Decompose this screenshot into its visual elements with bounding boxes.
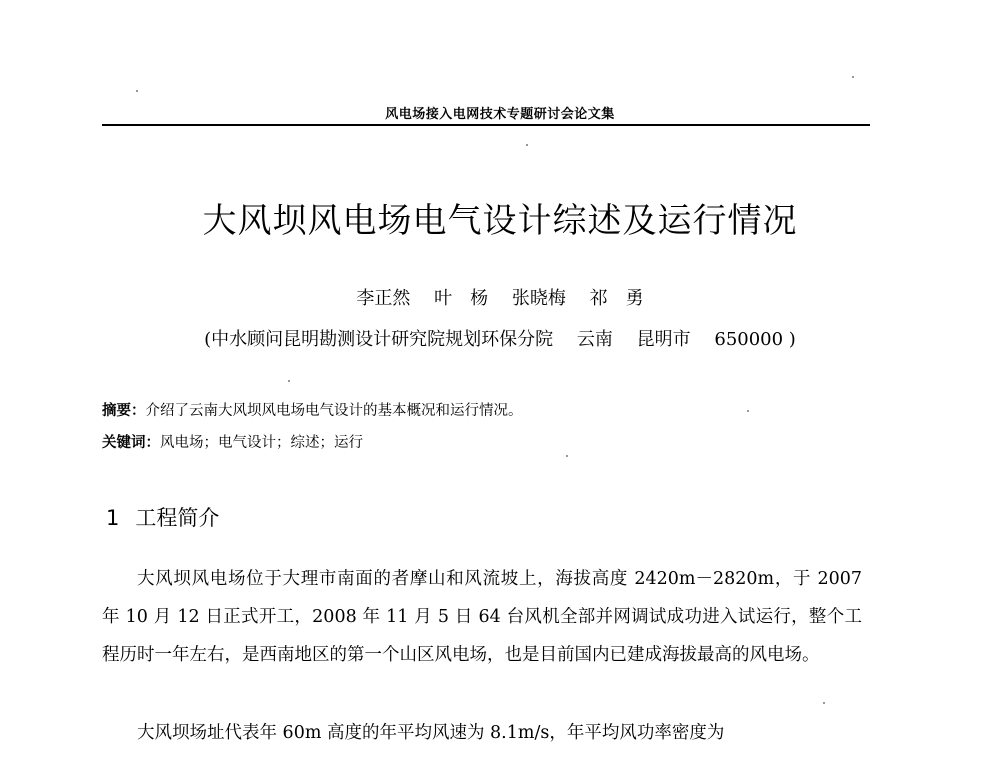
section-title: 工程简介 xyxy=(135,506,220,530)
paper-title: 大风坝风电场电气设计综述及运行情况 xyxy=(202,201,798,241)
scan-speck xyxy=(823,702,825,704)
abstract-label: 摘要： xyxy=(102,402,146,419)
author-name: 叶 杨 xyxy=(434,288,489,309)
abstract xyxy=(102,400,523,422)
scan-speck xyxy=(136,90,138,92)
scan-speck xyxy=(747,410,749,412)
author-list xyxy=(0,286,1000,312)
scan-speck xyxy=(526,144,528,146)
section-heading xyxy=(106,503,219,533)
keywords xyxy=(102,432,363,454)
author-affiliation xyxy=(0,326,1000,354)
scan-speck xyxy=(288,380,290,382)
keywords-label: 关键词： xyxy=(102,434,160,451)
section-number: 1 xyxy=(106,506,120,530)
scan-speck xyxy=(566,455,568,457)
author-name: 李正然 xyxy=(356,288,411,309)
abstract-text: 介绍了云南大风坝风电场电气设计的基本概况和运行情况。 xyxy=(145,403,523,419)
affiliation-province: 云南 xyxy=(576,329,613,350)
header-divider xyxy=(102,124,870,126)
body-paragraph: 大风坝场址代表年 60m 高度的年平均风速为 8.1m/s，年平均风功率密度为 xyxy=(137,723,725,743)
keywords-text: 风电场；电气设计；综述；运行 xyxy=(160,435,363,451)
author-name: 祁 勇 xyxy=(589,288,644,309)
body-paragraph: 大风坝风电场位于大理市南面的者摩山和风流坡上，海拔高度 2420m－2820m，于 2007 年 10 月 12 日正式开工，2008 年 11 月 5 日 64 台风机全部并网调试成功进入试运行，整个工程历时一年左右，是西南地区的第一个山区风电场，也是目前国内已建成海拔最高的风电场。 xyxy=(102,569,862,665)
affiliation-city: 昆明市 xyxy=(636,329,691,350)
running-header: 风电场接入电网技术专题研讨会论文集 xyxy=(385,107,615,122)
affiliation-postcode: 650000 ) xyxy=(714,329,796,350)
affiliation-institute: (中水顾问昆明勘测设计研究院规划环保分院 xyxy=(204,329,554,350)
author-name: 张晓梅 xyxy=(511,288,566,309)
scan-speck xyxy=(852,76,854,78)
